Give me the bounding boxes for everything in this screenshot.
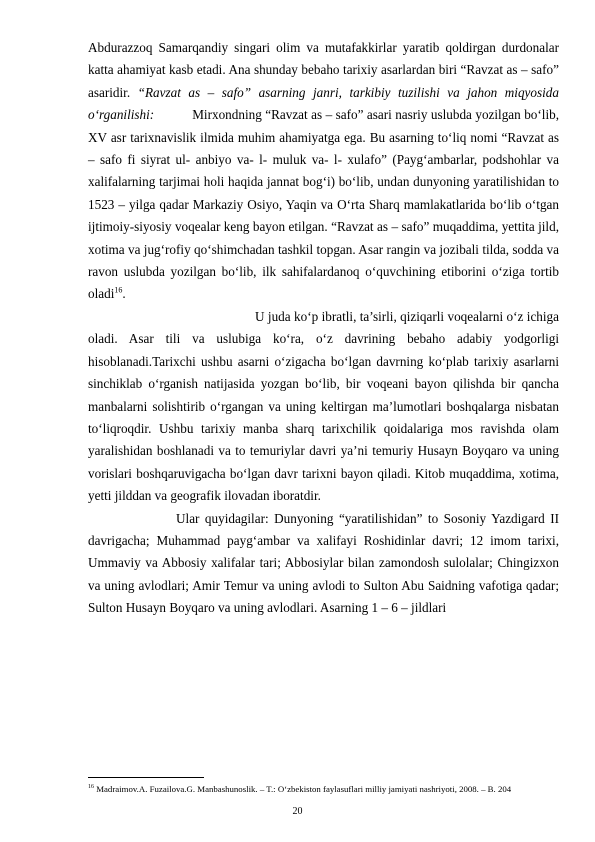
footnote-reference[interactable]: 16 xyxy=(114,286,123,296)
paragraph-2-text: U juda ko‘p ibratli, ta’sirli, qiziqarli voqealarni o‘z ichiga oladi. Asar tili va uslubiga ko‘ra, o‘z davrining bebaho adabiy yodgorligi hisoblanadi.Tarixchi ushbu asarni o‘zigacha bo‘lgan davrning ko‘plab tarixiy asarlarni sinchiklab o‘rganish natijasida yozgan bo‘lib, bir voqeani bayon qilishda bir qancha manbalarni solishtirib o‘rgangan va uning keltirgan ma’lumotlari boshqalarga nisbatan to‘liqroqdir. Ushbu tarixiy manba sharq tarixchilik qoidalariga mos ravishda olam yaralishidan boshlanadi va to temuriylar davri ya’ni temuriy Husayn Boyqaro va uning vorislari boshqaruvigacha bo‘lgan davr tarixni bayon qiladi. Kitob muqaddima, xotima, yetti jilddan va geografik ilovadan iboratdir. xyxy=(88,308,559,504)
footnote-separator xyxy=(88,777,204,778)
paragraph-2 xyxy=(88,306,559,508)
paragraph-1-text: Abdurazzoq Samarqandiy singari olim va mutafakkirlar yaratib qoldirgan durdonalar katta ahamiyat kasb etadi. Ana shunday bebaho tarixiy asarlardan biri “Ravzat as – safo” asaridir. xyxy=(88,40,559,100)
paragraph-3-text: Ular quyidagilar: Dunyoning “yaratilishidan” to Sosoniy Yazdigard II davrigacha; Muhammad payg‘ambar va xalifayi Roshidinlar davri; 12 imom tarixi, Ummaviy va Abbosiy xalifalar tari; Abbosiylar bilan zamondosh sulolalar; Chingizxon va uning avlodlari; Amir Temur va uning avlodi to Sulton Abu Saidning vafotiga qadar; Sulton Husayn Boyqaro va uning avlodlari. Asarning 1 – 6 – jildlari xyxy=(88,510,559,616)
page-number: 20 xyxy=(292,806,303,817)
footnote-text: Madraimov.A. Fuzailova.G. Manbashunoslik. – T.: O‘zbekiston faylasuflari milliy jamiyati nashriyoti, 2008. – B. 204 xyxy=(94,784,512,794)
paragraph-1-continuation: Mirxondning “Ravzat as – safo” asari nasriy uslubda yozilgan bo‘lib, XV asr tarixnavislik ilmida muhim ahamiyatga ega. Bu asarning to‘liq nomi “Ravzat as – safo fi siyrat ul- anbiyo va- l- muluk va- l- xulafo” (Payg‘ambarlar, podshohlar va xalifalarning tarjimai holi haqida jannat bog‘i) bo‘lib, undan dunyoning yaratilishidan to 1523 – yilga qadar Markaziy Osiyo, Yaqin va O‘rta Sharq mamlakatlarida bo‘lib o‘tgan ijtimoiy-siyosiy voqealar keng bayon etilgan. “Ravzat as – safo” muqaddima, yettita jild, xotima va jug‘rofiy qo‘shimchadan tashkil topgan. Asar rangin va jozibali tilda, sodda va ravon uslubda yozilgan bo‘lib, ilk sahifalardanoq o‘quvchining etiborini o‘ziga tortib oladi xyxy=(88,107,559,302)
body-text xyxy=(88,37,559,620)
paragraph-1 xyxy=(88,37,559,306)
footnote-marker: 16 xyxy=(88,784,94,791)
paragraph-1-end: . xyxy=(122,286,126,302)
footnote xyxy=(88,782,559,796)
section-heading-italic: “Ravzat as – safo” asarning janri, tarkibiy tuzilishi va jahon miqyosida o‘rganilishi: xyxy=(88,84,559,123)
paragraph-3 xyxy=(88,508,559,620)
